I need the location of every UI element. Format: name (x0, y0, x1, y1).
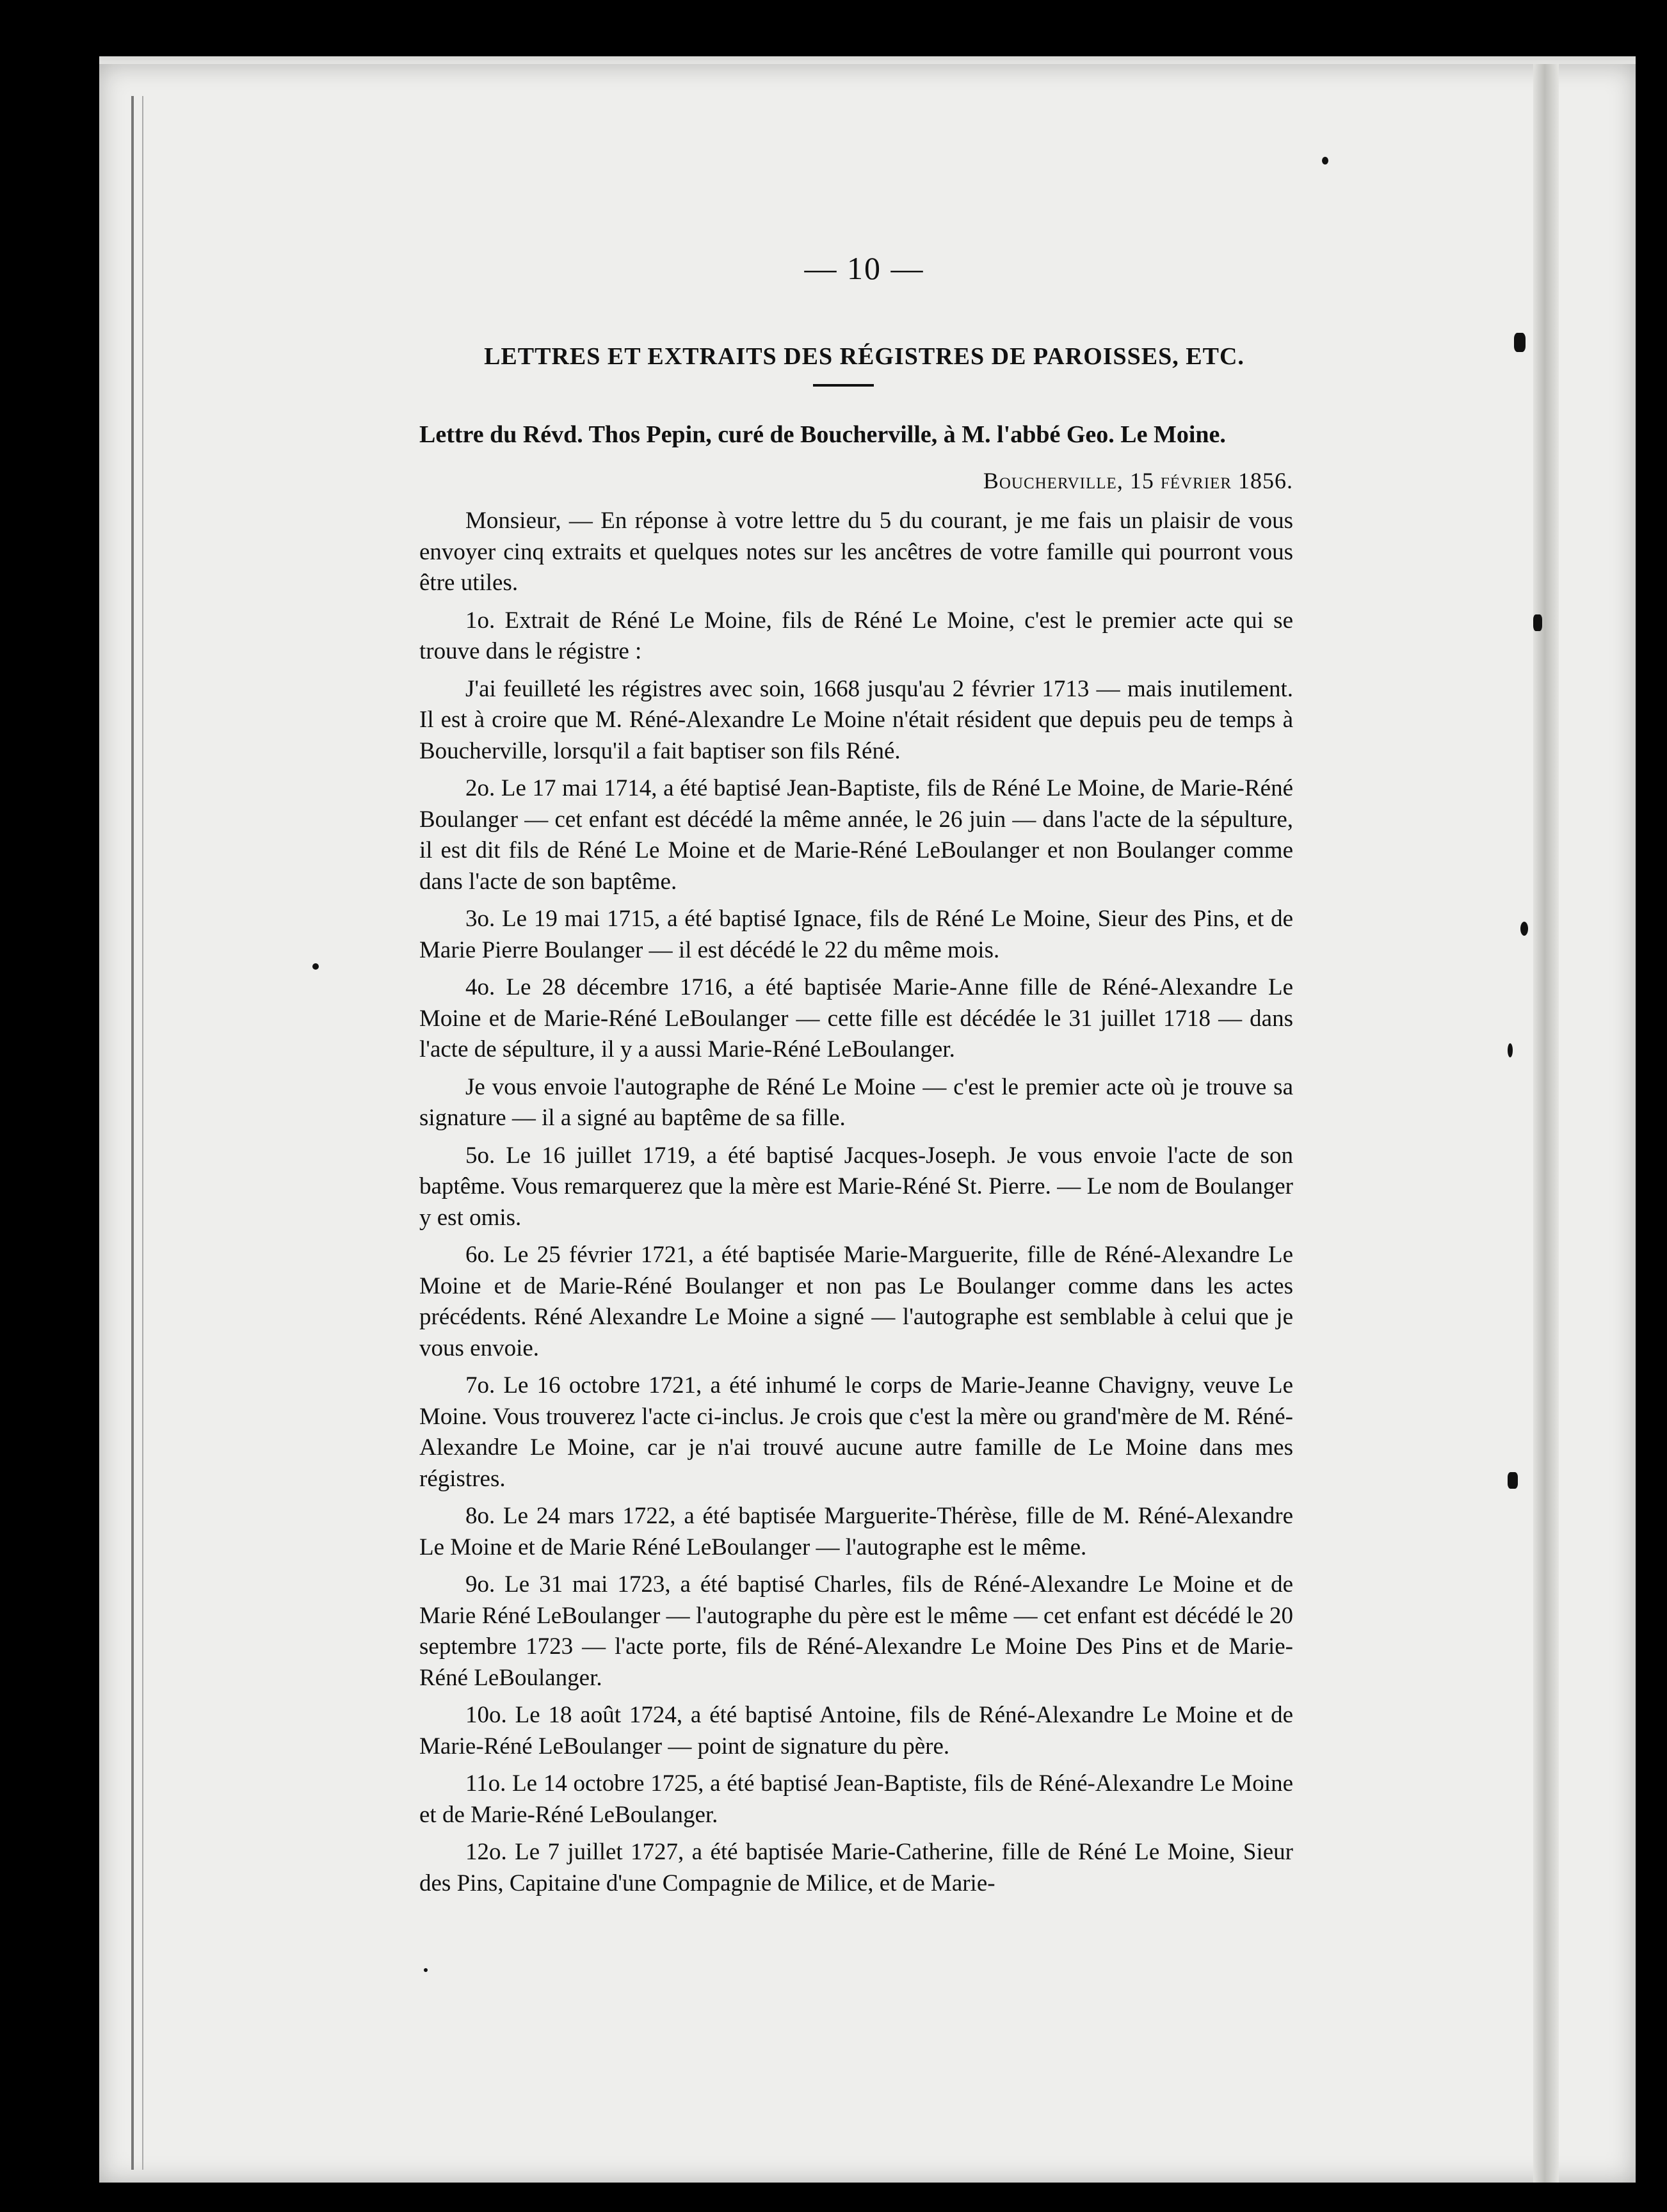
paragraph: 10o. Le 18 août 1724, a été baptisé Antoine, fils de Réné-Alexandre Le Moine et de Marie-Réné LeBoulanger — point de signature du père. (419, 1702, 1293, 1759)
page-margin-rule-inner (142, 96, 143, 2170)
paragraph: 1o. Extrait de Réné Le Moine, fils de Réné Le Moine, c'est le premier acte qui se trouve dans le régistre : (419, 607, 1293, 664)
letter-intro: Lettre du Révd. Thos Pepin, curé de Boucherville, à M. l'abbé Geo. Le Moine. (419, 421, 1226, 448)
heading-divider (813, 384, 874, 387)
paragraph: 2o. Le 17 mai 1714, a été baptisé Jean-Baptiste, fils de Réné Le Moine, de Marie-Réné Boulanger — cet enfant est décédé la même année, le 26 juin — dans l'acte de la sépulture, il est dit fils de Réné Le Moine et de Marie-Réné LeBoulanger et non Boulanger comme dans l'acte de son baptême. (419, 775, 1293, 895)
paragraph: J'ai feuilleté les régistres avec soin, 1668 jusqu'au 2 février 1713 — mais inutilement. Il est à croire que M. Réné-Alexandre Le Moine n'était résident que depuis peu de temps à Boucherville, lorsqu'il a fait baptiser son fils Réné. (419, 675, 1293, 764)
scan-speck (1514, 333, 1526, 352)
scan-speck (1508, 1043, 1513, 1057)
paragraph: 8o. Le 24 mars 1722, a été baptisée Marguerite-Thérèse, fille de M. Réné-Alexandre Le Moine et de Marie Réné LeBoulanger — l'autographe est le même. (419, 1503, 1293, 1560)
scan-speck (312, 963, 319, 970)
scan-speck (1533, 614, 1542, 631)
paragraph: 4o. Le 28 décembre 1716, a été baptisée Marie-Anne fille de Réné-Alexandre Le Moine et de Marie-Réné LeBoulanger — cette fille est décédée le 31 juillet 1718 — dans l'acte de sépulture, il y a aussi Marie-Réné LeBoulanger. (419, 974, 1293, 1062)
scan-speck (1322, 157, 1328, 164)
paragraph: 3o. Le 19 mai 1715, a été baptisé Ignace, fils de Réné Le Moine, Sieur des Pins, et de Marie Pierre Boulanger — il est décédé le 22 du même mois. (419, 906, 1293, 963)
scan-gutter (1636, 0, 1667, 2212)
page-fold-shadow (1533, 64, 1559, 2183)
page-margin-rule (131, 96, 134, 2170)
paragraph: Je vous envoie l'autographe de Réné Le Moine — c'est le premier acte où je trouve sa signature — il a signé au baptême de sa fille. (419, 1073, 1293, 1131)
paragraph: 12o. Le 7 juillet 1727, a été baptisée Marie-Catherine, fille de Réné Le Moine, Sieur des Pins, Capitaine d'une Compagnie de Milice, et de Marie- (419, 1839, 1293, 1896)
letter-dateline: Boucherville, 15 février 1856. (983, 468, 1293, 493)
paragraph: 9o. Le 31 mai 1723, a été baptisé Charles, fils de Réné-Alexandre Le Moine et de Marie Réné LeBoulanger — l'autographe du père est le même — cet enfant est décédé le 20 septembre 1723 — l'acte porte, fils de Réné-Alexandre Le Moine Des Pins et de Marie-Réné LeBoulanger. (419, 1571, 1293, 1691)
paragraph: 5o. Le 16 juillet 1719, a été baptisé Jacques-Joseph. Je vous envoie l'acte de son baptême. Vous remarquerez que la mère est Marie-Réné St. Pierre. — Le nom de Boulanger y est omis. (419, 1142, 1293, 1231)
letter-body (419, 506, 1293, 1905)
paragraph: Monsieur, — En réponse à votre lettre du 5 du courant, je me fais un plaisir de vous envoyer cinq extraits et quelques notes sur les ancêtres de votre famille qui pourront vous être utiles. (419, 508, 1293, 596)
scan-speck (1508, 1472, 1518, 1489)
scan-speck (1520, 922, 1528, 936)
paragraph: 11o. Le 14 octobre 1725, a été baptisé Jean-Baptiste, fils de Réné-Alexandre Le Moine et de Marie-Réné LeBoulanger. (419, 1770, 1293, 1828)
scan-speck (424, 1968, 428, 1972)
page-title: LETTRES ET EXTRAITS DES RÉGISTRES DE PAROISSES, ETC. (484, 343, 1244, 370)
paragraph: 7o. Le 16 octobre 1721, a été inhumé le corps de Marie-Jeanne Chavigny, veuve Le Moine. Vous trouverez l'acte ci-inclus. Je crois que c'est la mère ou grand'mère de M. Réné-Alexandre Le Moine, car je n'ai trouvé aucune autre famille de Le Moine dans mes régistres. (419, 1372, 1293, 1492)
paragraph: 6o. Le 25 février 1721, a été baptisée Marie-Marguerite, fille de Réné-Alexandre Le Moine et de Marie-Réné Boulanger et non pas Le Boulanger comme dans les actes précédents. Réné Alexandre Le Moine a signé — l'autographe est semblable à celui que je vous envoie. (419, 1242, 1293, 1361)
page-number: — 10 — (804, 250, 924, 286)
